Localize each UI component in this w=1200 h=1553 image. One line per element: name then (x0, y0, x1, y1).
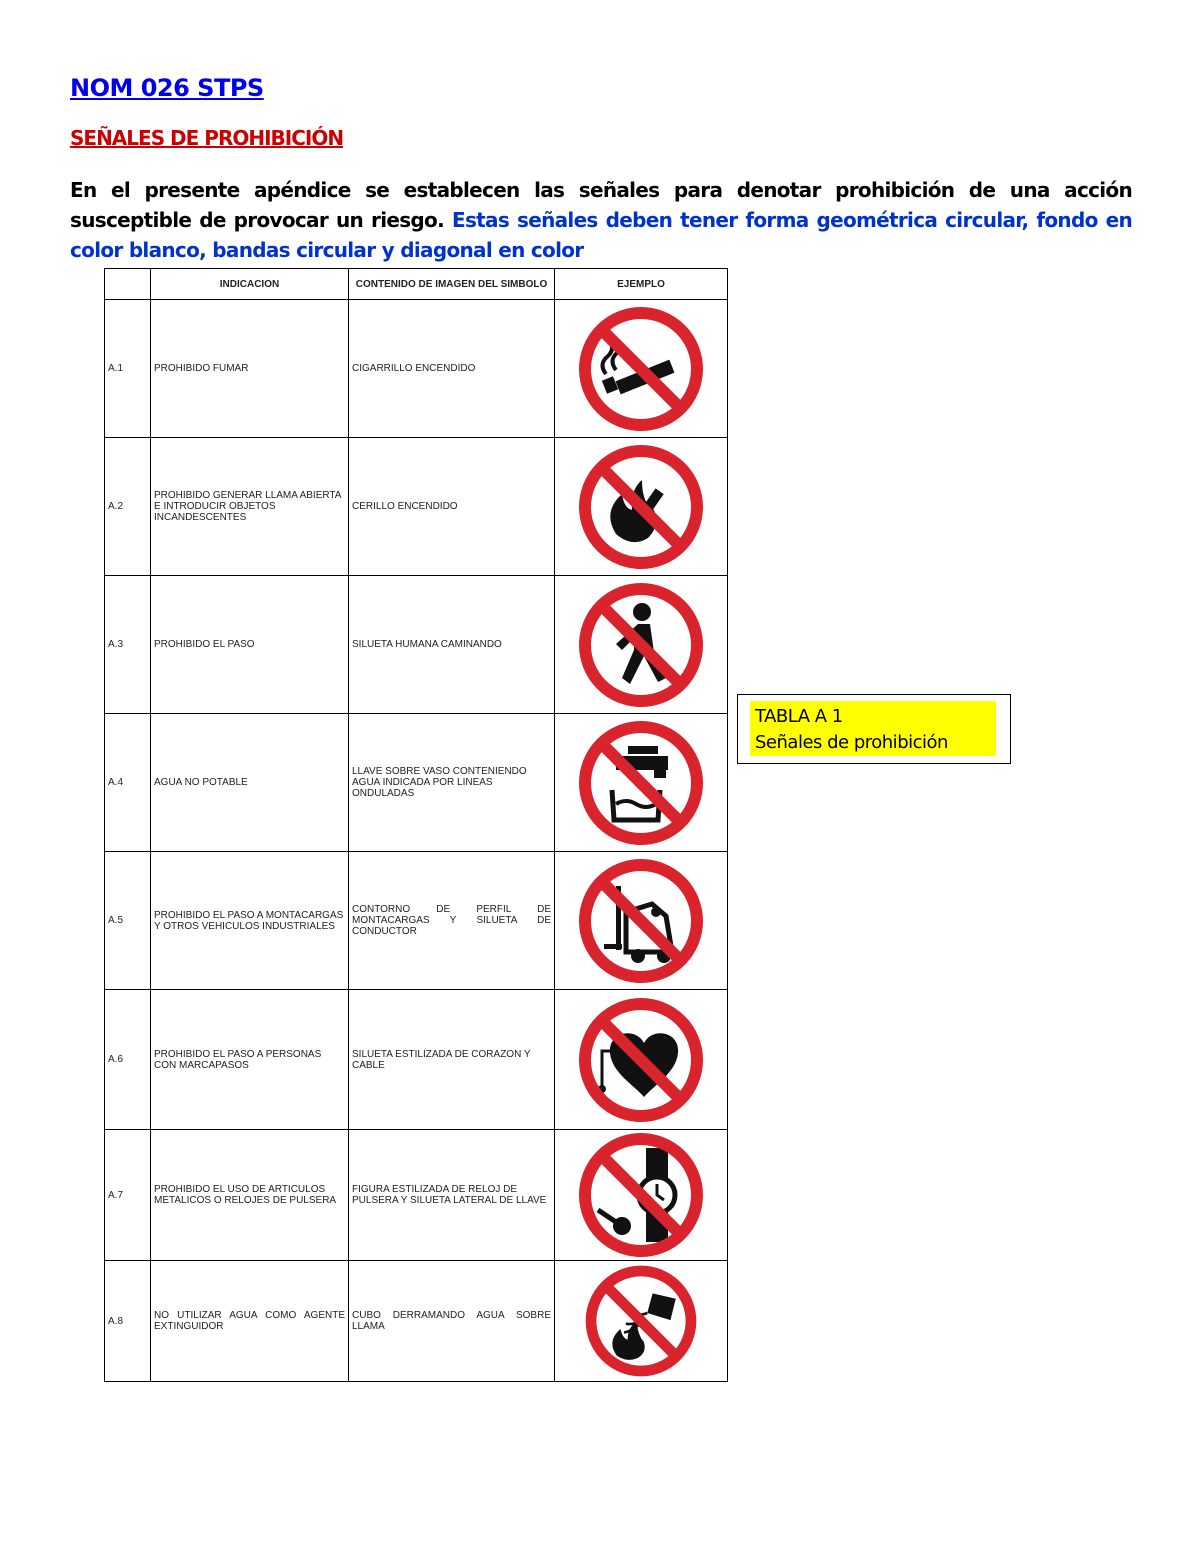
no-pacemaker-icon (576, 995, 706, 1125)
row-contenido: SILUETA HUMANA CAMINANDO (349, 576, 555, 714)
row-example (555, 990, 728, 1130)
row-contenido: CUBO DERRAMANDO AGUA SOBRE LLAMA (349, 1261, 555, 1382)
row-indicacion: NO UTILIZAR AGUA COMO AGENTE EXTINGUIDOR (151, 1261, 349, 1382)
row-code: A.2 (105, 438, 151, 576)
table-legend (737, 694, 1011, 764)
table-row (105, 1261, 728, 1382)
prohibition-signs-table (104, 268, 728, 1382)
table-row (105, 576, 728, 714)
row-contenido: LLAVE SOBRE VASO CONTENIENDO AGUA INDICADA POR LINEAS ONDULADAS (349, 714, 555, 852)
intro-paragraph (70, 175, 1132, 265)
row-code: A.4 (105, 714, 151, 852)
table-row (105, 852, 728, 990)
header-contenido: CONTENIDO DE IMAGEN DEL SIMBOLO (349, 269, 555, 300)
intro-text: En el presente apéndice se establecen las señales para denotar prohibición de una acción susceptible de provocar un riesgo. (70, 178, 1132, 232)
section-subtitle: SEÑALES DE PROHIBICIÓN (70, 126, 344, 150)
row-code: A.8 (105, 1261, 151, 1382)
row-contenido: CERILLO ENCENDIDO (349, 438, 555, 576)
row-contenido: FIGURA ESTILIZADA DE RELOJ DE PULSERA Y SILUETA LATERAL DE LLAVE (349, 1130, 555, 1261)
row-indicacion: PROHIBIDO EL PASO A MONTACARGAS Y OTROS VEHICULOS INDUSTRIALES (151, 852, 349, 990)
row-indicacion: PROHIBIDO GENERAR LLAMA ABIERTA E INTRODUCIR OBJETOS INCANDESCENTES (151, 438, 349, 576)
row-indicacion: AGUA NO POTABLE (151, 714, 349, 852)
non-potable-water-icon (576, 718, 706, 848)
row-code: A.6 (105, 990, 151, 1130)
table-row (105, 1130, 728, 1261)
row-contenido: SILUETA ESTILIZADA DE CORAZON Y CABLE (349, 990, 555, 1130)
no-smoking-icon (576, 304, 706, 434)
row-example (555, 1261, 728, 1382)
row-example (555, 714, 728, 852)
intro-text-highlight: Estas señales deben tener forma geométrica circular, fondo en color blanco, bandas circular y diagonal en color (70, 208, 1133, 262)
document-title: NOM 026 STPS (70, 74, 264, 102)
row-indicacion: PROHIBIDO FUMAR (151, 300, 349, 438)
legend-highlight (750, 701, 996, 756)
no-metal-objects-icon (576, 1130, 706, 1260)
legend-table-caption: Señales de prohibición (755, 732, 948, 753)
row-contenido: CONTORNO DE PERFIL DE MONTACARGAS Y SILUETA DE CONDUCTOR (349, 852, 555, 990)
row-indicacion: PROHIBIDO EL USO DE ARTICULOS METALICOS O RELOJES DE PULSERA (151, 1130, 349, 1261)
table-row (105, 714, 728, 852)
row-example (555, 576, 728, 714)
header-indicacion: INDICACION (151, 269, 349, 300)
table-row (105, 990, 728, 1130)
row-example (555, 1130, 728, 1261)
row-example (555, 852, 728, 990)
row-indicacion: PROHIBIDO EL PASO A PERSONAS CON MARCAPASOS (151, 990, 349, 1130)
table-row (105, 438, 728, 576)
table-row (105, 300, 728, 438)
no-pedestrians-icon (576, 580, 706, 710)
row-example (555, 438, 728, 576)
no-open-flame-icon (576, 442, 706, 572)
row-code: A.5 (105, 852, 151, 990)
row-indicacion: PROHIBIDO EL PASO (151, 576, 349, 714)
row-code: A.3 (105, 576, 151, 714)
no-forklifts-icon (576, 856, 706, 986)
row-code: A.1 (105, 300, 151, 438)
row-contenido: CIGARRILLO ENCENDIDO (349, 300, 555, 438)
row-example (555, 300, 728, 438)
row-code: A.7 (105, 1130, 151, 1261)
header-code (105, 269, 151, 300)
header-ejemplo: EJEMPLO (555, 269, 728, 300)
legend-table-number: TABLA A 1 (755, 706, 843, 727)
no-water-extinguish-icon (583, 1263, 699, 1379)
table-header-row (105, 269, 728, 300)
